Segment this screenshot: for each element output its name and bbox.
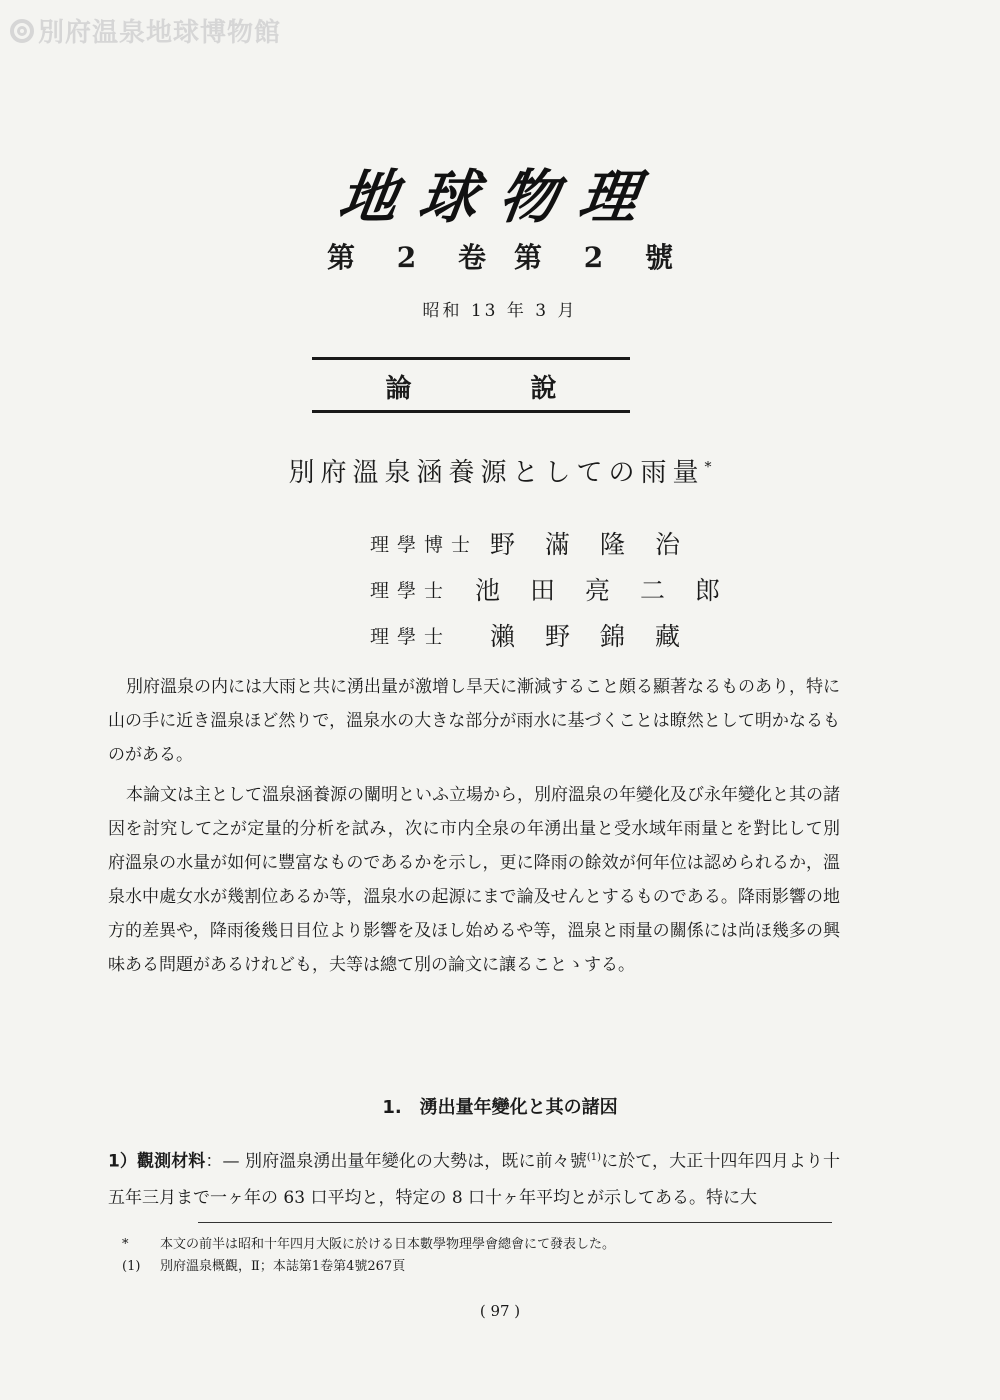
section-rule-bottom xyxy=(312,410,630,413)
footnote-text: 別府溫泉概觀，Ⅱ；本誌第1卷第4號267頁 xyxy=(160,1259,406,1274)
article-title-text: 別府溫泉涵養源としての雨量 xyxy=(288,458,705,488)
author-name: 野滿隆治 xyxy=(490,530,711,559)
abstract-body xyxy=(108,670,840,988)
section-rule-top xyxy=(312,357,630,360)
watermark xyxy=(10,12,281,49)
author-row xyxy=(370,520,750,566)
footnote xyxy=(122,1256,822,1278)
paragraph-text: ：— 別府溫泉湧出量年變化の大勢は，既に前々號 xyxy=(205,1151,587,1172)
author-degree: 理學士 xyxy=(370,625,452,648)
author-row xyxy=(370,566,750,612)
author-degree: 理學博士 xyxy=(370,533,479,556)
paragraph-lead: 1）觀測材料 xyxy=(108,1151,206,1172)
body-paragraph: 本論文は主として溫泉涵養源の闡明といふ立場から，別府溫泉の年變化及び永年變化と其の諸因を討究して之が定量的分析を試み，次に市内全泉の年湧出量と受水域年雨量とを對比して別府溫泉の水量が如何に豐富なものであるかを示し，更に降雨の餘效が何年位は認められるか，溫泉水中處女水が幾割位あるか等，溫泉水の起源にまで論及せんとするものである。降雨影響の地方的差異や，降雨後幾日目位より影響を及ほし始めるや等，溫泉と雨量の關係には尚ほ幾多の興味ある問題があるけれども，夫等は總て別の論文に讓ることゝする。 xyxy=(108,785,840,975)
author-name: 瀨野錦藏 xyxy=(490,622,711,651)
section-1-heading: 1. 湧出量年變化と其の諸因 xyxy=(382,1097,618,1118)
publication-date: 昭和 13 年 3 月 xyxy=(422,301,578,321)
paragraph-text: に於て，大正十四年四月より十五年三月まで一ヶ年の 63 口平均と，特定の 8 口十ヶ年平均とが示してある。特に大 xyxy=(108,1151,840,1208)
museum-logo-icon xyxy=(10,19,34,43)
author-name: 池田亮二郎 xyxy=(474,576,750,605)
footnote-text: 本文の前半は昭和十年四月大阪に於ける日本數學物理學會總會にて發表した。 xyxy=(160,1237,616,1252)
watermark-text: 別府温泉地球博物館 xyxy=(38,18,282,48)
article-title-mark: * xyxy=(704,459,712,476)
section-1-paragraph xyxy=(108,1140,840,1216)
body-paragraph: 別府溫泉の内には大雨と共に湧出量が激增し旱天に漸減すること頗る顯著なるものあり，特に山の手に近き溫泉ほど然りで，溫泉水の大きな部分が雨水に基づくことは瞭然として明かなるものがある。 xyxy=(108,677,840,765)
footnote xyxy=(122,1234,822,1256)
page-number: ( 97 ) xyxy=(479,1302,521,1320)
author-row xyxy=(370,612,750,658)
article-title xyxy=(0,452,1000,489)
footnote-ref: (1) xyxy=(586,1152,602,1163)
footnote-rule xyxy=(198,1222,832,1223)
author-list xyxy=(370,520,750,658)
journal-title: 地球物理 xyxy=(334,163,665,231)
footnotes xyxy=(122,1234,822,1278)
footnote-mark: (1) xyxy=(122,1259,141,1274)
section-heading: 論 說 xyxy=(385,374,557,404)
footnote-mark: * xyxy=(122,1237,129,1252)
volume-issue: 第 2 卷 第 2 號 xyxy=(327,241,673,274)
author-degree: 理學士 xyxy=(370,579,452,602)
